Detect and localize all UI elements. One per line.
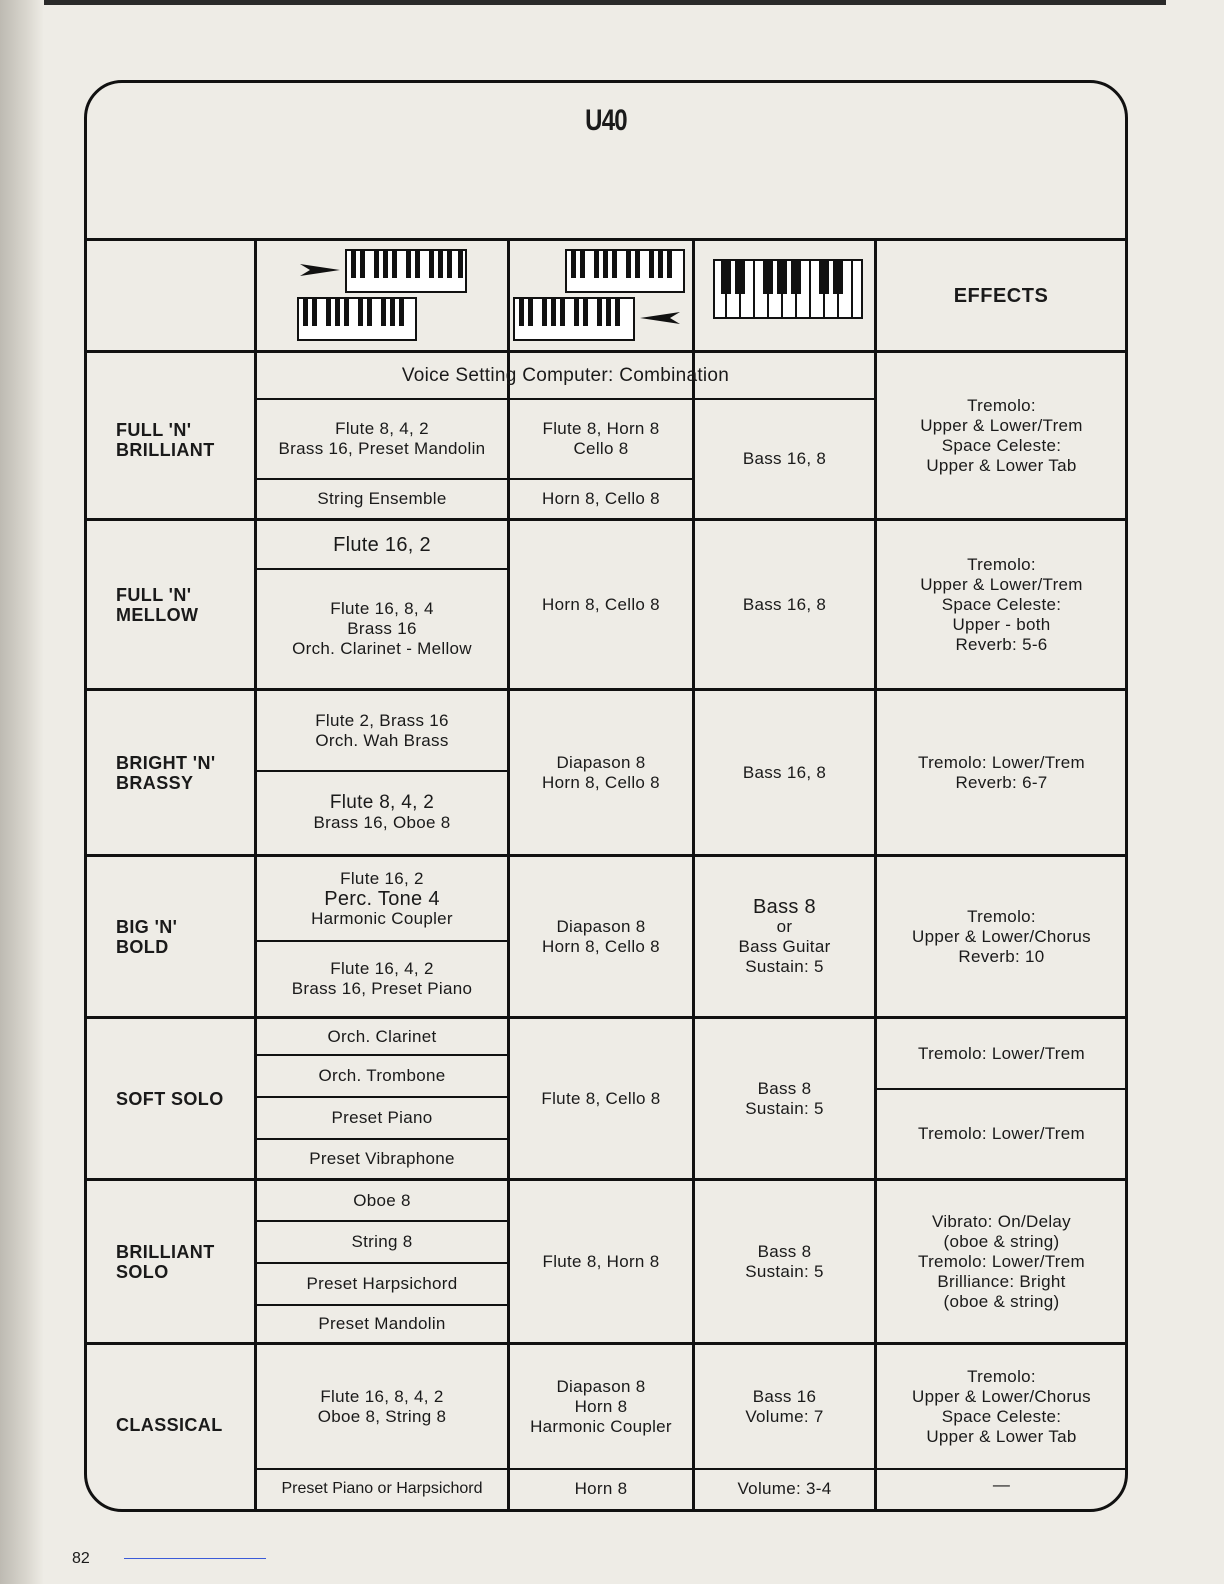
lower-voice-cell: Diapason 8 Horn 8, Cello 8: [542, 752, 660, 792]
effects-cell: Tremolo: Lower/Trem Reverb: 6-7: [918, 752, 1085, 792]
page-edge-shadow: [0, 0, 44, 1584]
pedal-voice-cell: Volume: 3-4: [737, 1479, 832, 1498]
lower-voice-cell: Flute 8, Horn 8 Cello 8: [542, 419, 660, 458]
pedalboard-icon: [712, 258, 864, 322]
link-underline: [124, 1558, 266, 1559]
top-rule: [44, 0, 1166, 5]
pedal-voice-cell: Bass 8 or Bass Guitar Sustain: 5: [738, 895, 831, 976]
effects-cell: Tremolo: Upper & Lower/Chorus Space Celeste: Upper & Lower Tab: [912, 1366, 1091, 1446]
lower-voice-cell: Diapason 8 Horn 8, Cello 8: [542, 916, 660, 956]
upper-voice-cell: Preset Mandolin: [318, 1314, 446, 1333]
upper-keyboard-arrow-icon: [296, 246, 472, 346]
upper-voice-cell: String Ensemble: [317, 489, 447, 508]
upper-voice-cell: Flute 16, 2 Perc. Tone 4 Harmonic Coupler: [311, 868, 453, 928]
effects-cell: —: [992, 1475, 1011, 1494]
lower-voice-cell: Flute 8, Cello 8: [541, 1088, 661, 1108]
upper-voice-cell: Orch. Trombone: [318, 1066, 446, 1085]
row-label-big-bold: BIG 'N' BOLD: [116, 916, 178, 957]
upper-voice-cell: Flute 8, 4, 2 Brass 16, Oboe 8: [313, 792, 451, 832]
row-label-bright-brassy: BRIGHT 'N' BRASSY: [116, 752, 216, 793]
upper-voice-cell: Flute 16, 2: [333, 533, 431, 556]
row-label-full-mellow: FULL 'N' MELLOW: [116, 584, 199, 625]
effects-cell: Tremolo: Upper & Lower/Trem Space Celeste: Upper & Lower Tab: [920, 395, 1083, 475]
pedal-voice-cell: Bass 16, 8: [742, 762, 827, 782]
row-label-brilliant-solo: BRILLIANT SOLO: [116, 1241, 215, 1282]
lower-keyboard-arrow-icon: [512, 246, 688, 346]
row-label-classical: CLASSICAL: [116, 1415, 223, 1435]
lower-voice-cell: Horn 8: [574, 1479, 628, 1498]
lower-voice-cell: Flute 8, Horn 8: [542, 1251, 660, 1271]
lower-voice-cell: Horn 8, Cello 8: [542, 594, 660, 614]
lower-voice-cell: Horn 8, Cello 8: [542, 489, 660, 508]
pedal-voice-cell: Bass 8 Sustain: 5: [745, 1241, 824, 1281]
page-title: U40: [585, 104, 627, 137]
pedal-voice-cell: Bass 8 Sustain: 5: [745, 1078, 824, 1118]
upper-voice-cell: Preset Piano or Harpsichord: [281, 1480, 483, 1497]
upper-voice-cell: Preset Piano: [331, 1108, 433, 1127]
upper-voice-cell: Oboe 8: [353, 1190, 411, 1210]
pedal-voice-cell: Bass 16, 8: [742, 594, 827, 614]
effects-cell: Tremolo: Lower/Trem: [918, 1124, 1085, 1143]
upper-voice-cell: Flute 16, 8, 4, 2 Oboe 8, String 8: [317, 1386, 447, 1426]
effects-cell: Tremolo: Upper & Lower/Trem Space Celeste: Upper - both Reverb: 5-6: [920, 554, 1083, 654]
upper-voice-cell: Flute 16, 8, 4 Brass 16 Orch. Clarinet - Mellow: [292, 599, 472, 658]
lower-voice-cell: Diapason 8 Horn 8 Harmonic Coupler: [530, 1376, 672, 1436]
upper-voice-cell: Flute 2, Brass 16 Orch. Wah Brass: [315, 710, 449, 750]
pedal-voice-cell: Bass 16, 8: [742, 449, 827, 468]
page-number: 82: [72, 1550, 90, 1567]
upper-voice-cell: Orch. Clarinet: [327, 1026, 437, 1046]
upper-voice-cell: Preset Vibraphone: [309, 1149, 455, 1168]
row-label-soft-solo: SOFT SOLO: [116, 1088, 224, 1109]
effects-cell: Tremolo: Upper & Lower/Chorus Reverb: 10: [912, 906, 1091, 966]
pedal-voice-cell: Bass 16 Volume: 7: [745, 1386, 824, 1426]
upper-voice-cell: String 8: [351, 1232, 413, 1251]
row-label-full-brilliant: FULL 'N' BRILLIANT: [116, 420, 215, 460]
combination-cell: Voice Setting Computer: Combination: [401, 364, 730, 386]
upper-voice-cell: Flute 16, 4, 2 Brass 16, Preset Piano: [291, 959, 473, 998]
upper-voice-cell: Preset Harpsichord: [306, 1274, 458, 1293]
effects-cell: Vibrato: On/Delay (oboe & string) Tremolo: Lower/Trem Brilliance: Bright (oboe & string): [918, 1211, 1085, 1311]
upper-voice-cell: Flute 8, 4, 2 Brass 16, Preset Mandolin: [278, 419, 486, 458]
effects-cell: Tremolo: Lower/Trem: [918, 1043, 1085, 1063]
effects-header: EFFECTS: [953, 284, 1049, 307]
